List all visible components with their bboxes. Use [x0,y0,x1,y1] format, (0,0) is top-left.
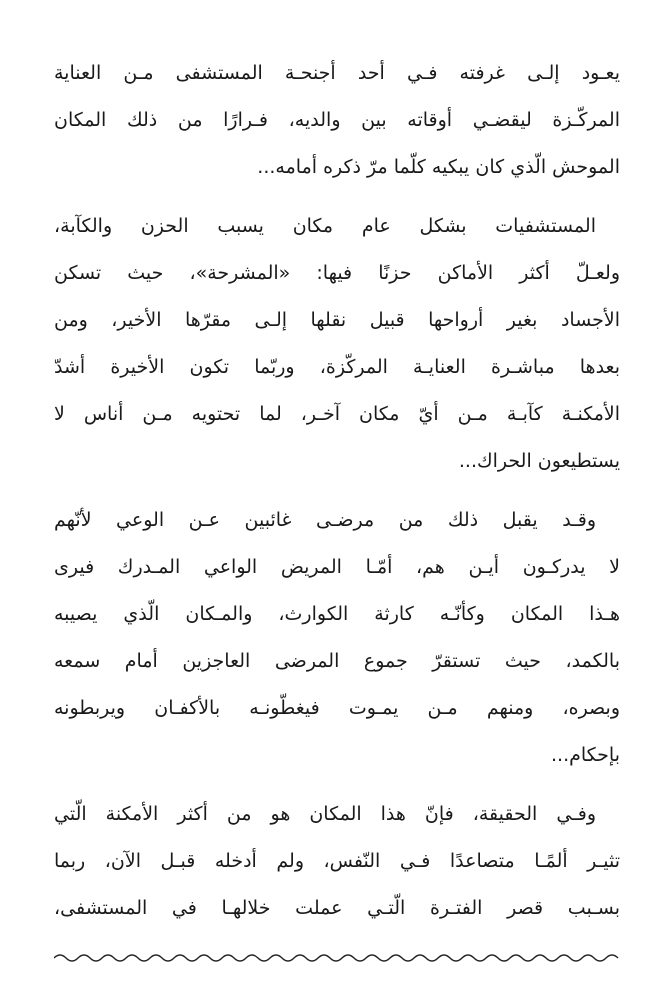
wavy-divider-line [54,955,618,961]
wavy-divider [54,951,620,965]
text-line: وقـد يقبل ذلك من مرضـى غائبين عـن الوعي لأنّهم [54,509,596,531]
paragraph-gap [54,779,620,791]
paragraph-4 [54,791,620,932]
book-page [54,50,620,932]
text-line: يعـود إلـى غرفته فـي أحد أجنحـة المستشفى مـن العناية [54,62,620,84]
text-line: وفـي الحقيقة، فإنّ هذا المكان هو من أكثر الأمكنة الّتي [54,803,596,825]
paragraph-gap [54,485,620,497]
paragraph-2 [54,203,620,485]
text-line: هـذا المكان وكأنّـه كارثة الكوارث، والمـكان الّذي يصيبه [54,603,620,625]
paragraph-1 [54,50,620,191]
text-line: المستشفيات بشكل عام مكان يسبب الحزن والكآبة، [54,215,596,237]
text-line: بسـبب قصر الفتـرة الّتـي عملت خلالهـا في المستشفى، [54,897,620,919]
text-line: وبصره، ومنهم مـن يمـوت فيغطّونـه بالأكفـان ويربطونه [54,697,620,719]
paragraph-3 [54,497,620,779]
paragraph-gap [54,191,620,203]
text-line: بإحكام... [551,744,620,766]
text-line: لا يدركـون أيـن هم، أمّـا المريض الواعي المـدرك فيرى [54,556,620,578]
text-line: يستطيعون الحراك... [458,450,620,472]
text-line: المركّـزة ليقضـي أوقاته بين والديه، فـرارًا من ذلك المكان [54,109,620,131]
text-line: تثيـر ألمًـا متصاعدًا فـي النّفس، ولم أدخله قبـل الآن، ربما [54,850,620,872]
text-line: ولعـلّ أكثر الأماكن حزنًا فيها: «المشرحة»، حيث تسكن [54,262,620,284]
text-line: الأجساد بغير أرواحها قبيل نقلها إلـى مقرّها الأخير، ومن [54,309,620,331]
text-line: بالكمد، حيث تستقرّ جموع المرضى العاجزين أمام سمعه [54,650,620,672]
text-line: بعدها مباشـرة العنايـة المركّزة، وربّما تكون الأخيرة أشدّ [54,356,620,378]
text-line: الموحش الّذي كان يبكيه كلّما مرّ ذكره أمامه... [257,156,620,178]
text-line: الأمكنـة كآبـة مـن أيّ مكان آخـر، لما تحتويه مـن أناس لا [54,403,620,425]
